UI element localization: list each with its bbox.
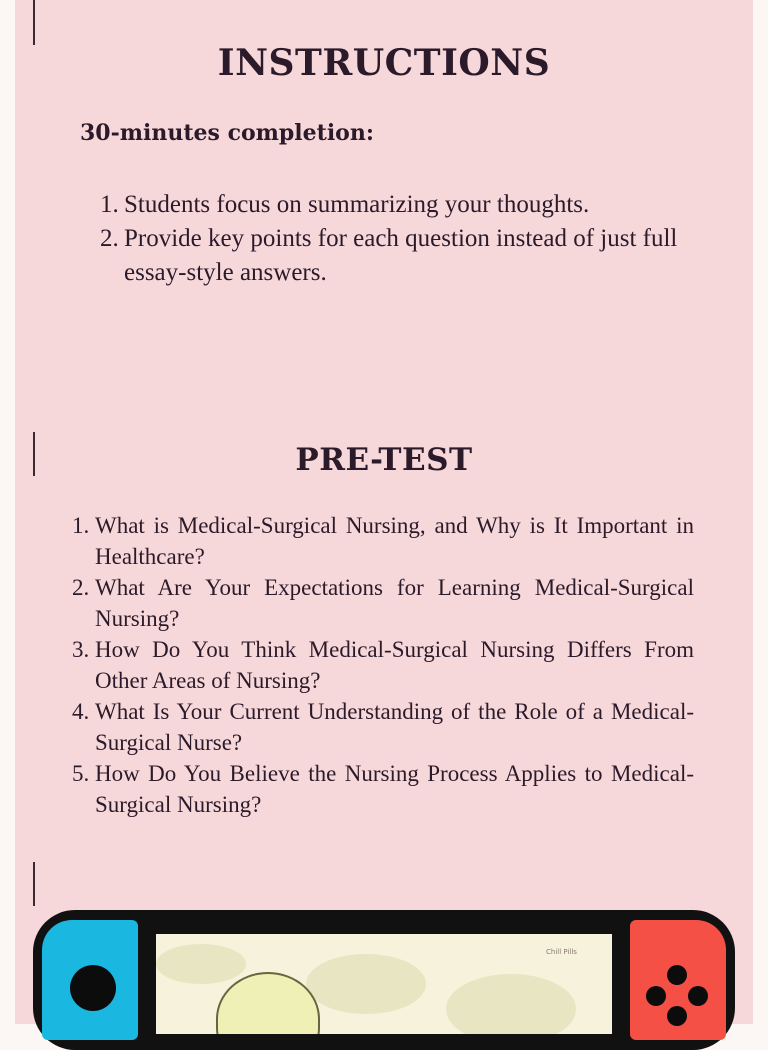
list-item: 1. Students focus on summarizing your thoughts. — [100, 191, 590, 218]
question-item: 1. What is Medical-Surgical Nursing, and Why is It Important in Healthcare? — [72, 513, 694, 569]
button-icon — [688, 986, 708, 1006]
question-item: 5. How Do You Believe the Nursing Process Applies to Medical-Surgical Nursing? — [72, 761, 694, 817]
pretest-questions-list — [72, 510, 694, 820]
margin-line — [33, 0, 35, 45]
question-item: 2. What Are Your Expectations for Learning Medical-Surgical Nursing? — [72, 575, 694, 631]
question-item: 4. What Is Your Current Understanding of the Role of a Medical-Surgical Nurse? — [72, 699, 694, 755]
leaf-character-icon — [216, 972, 320, 1034]
instructions-list — [100, 188, 720, 290]
button-icon — [667, 1006, 687, 1026]
console-screen — [156, 934, 612, 1034]
background-shape — [156, 944, 246, 984]
pretest-title: PRE-TEST — [295, 442, 473, 478]
joystick-icon — [70, 965, 116, 1011]
background-shape — [306, 954, 426, 1014]
question-item: 3. How Do You Think Medical-Surgical Nursing Differs From Other Areas of Nursing? — [72, 637, 694, 693]
button-icon — [667, 965, 687, 985]
background-shape — [446, 974, 576, 1034]
watermark: Chill Pills — [546, 948, 577, 956]
list-item: 2. Provide key points for each question instead of just full essay-style answers. — [100, 225, 678, 286]
button-icon — [646, 986, 666, 1006]
instructions-title: INSTRUCTIONS — [217, 42, 551, 84]
time-limit-heading: 30-minutes completion: — [80, 120, 374, 146]
margin-line — [33, 862, 35, 906]
